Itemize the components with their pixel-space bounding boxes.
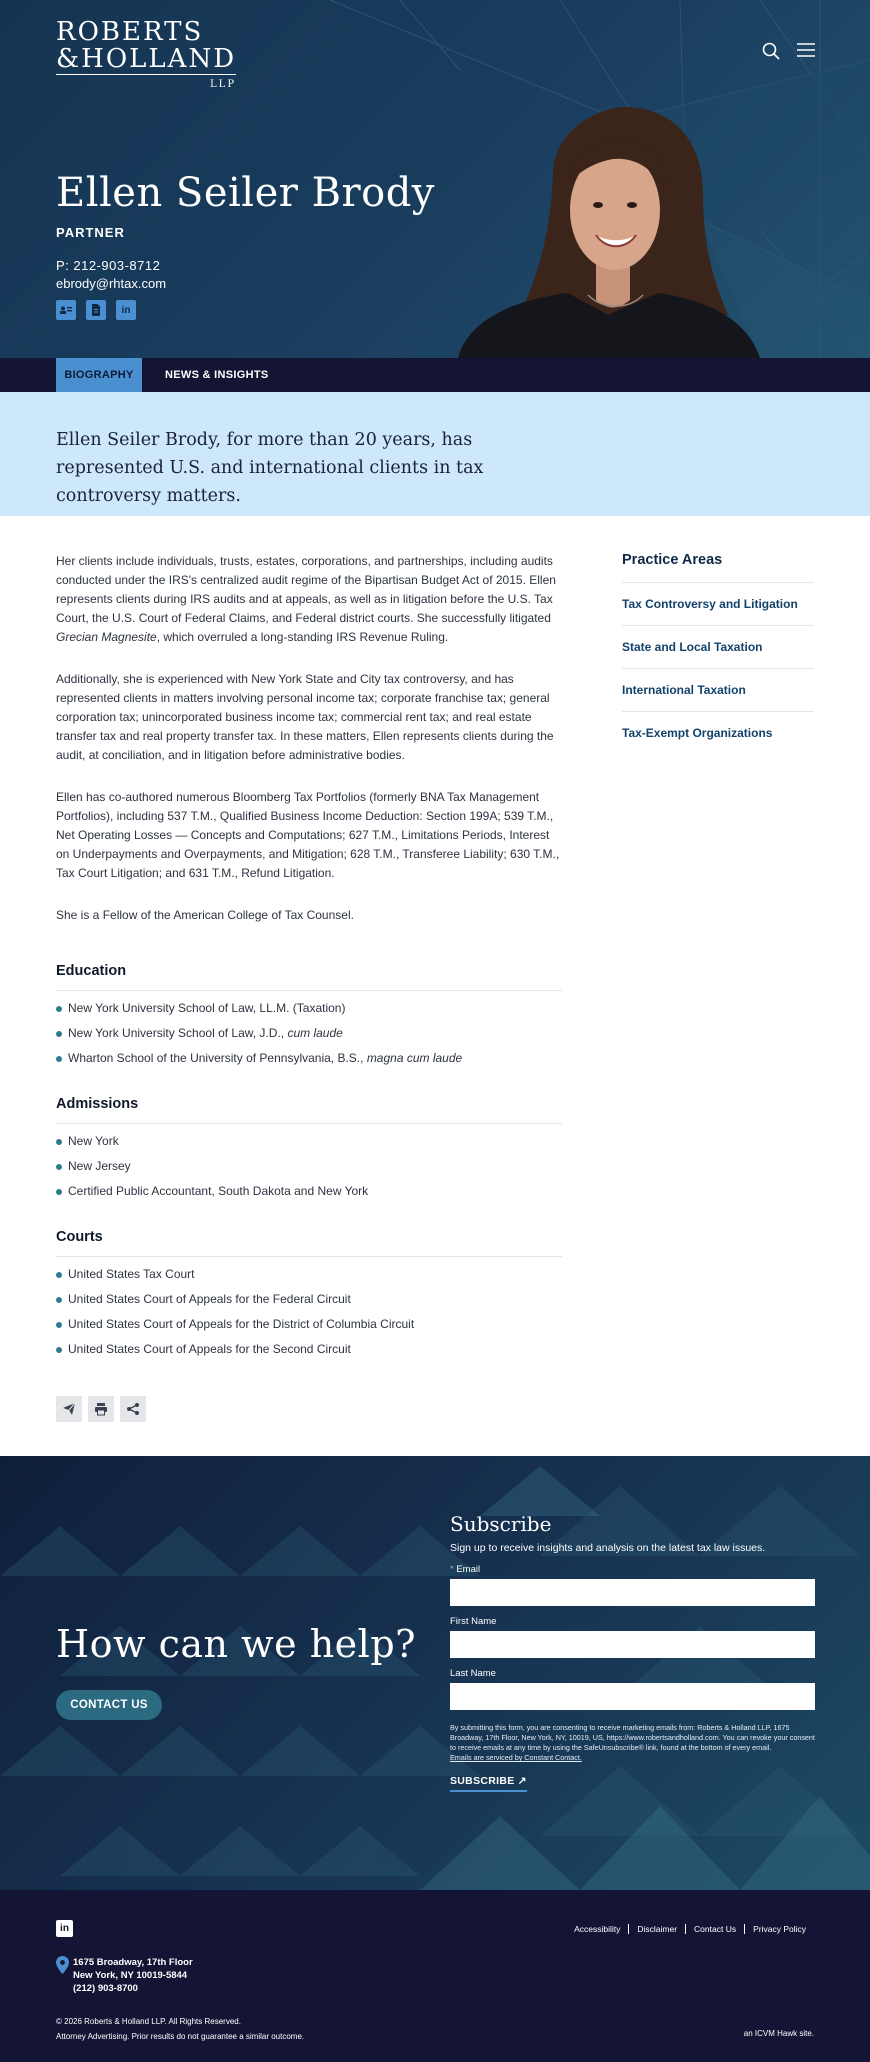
first-name-field[interactable] (450, 1631, 815, 1658)
bio-paragraph (56, 552, 566, 647)
tab-biography[interactable]: BIOGRAPHY (56, 358, 142, 392)
list-item: New Jersey (56, 1159, 562, 1174)
send-icon[interactable] (56, 1396, 82, 1422)
contact-section (0, 1456, 870, 1890)
education-honor: cum laude (287, 1026, 343, 1040)
subscribe-description: Sign up to receive insights and analysis on the latest tax law issues. (450, 1542, 766, 1554)
pdf-document-icon[interactable] (86, 300, 106, 320)
bio-paragraph-2: Additionally, she is experienced with New York State and City tax controversy, and has represented clients in matters involving personal income tax; corporate franchise tax; general corporation tax; unincorporated business income tax; commercial rent tax; and real estate transfer tax and real property transfer tax. In these matters, Ellen represents clients during the audit, at conciliation, and in litigation before administrative bodies. (56, 672, 554, 762)
practice-area-link[interactable]: Tax Controversy and Litigation (622, 583, 814, 626)
logo-line-roberts: ROBERTS (56, 17, 204, 47)
attorney-title: PARTNER (56, 225, 125, 240)
practice-area-link[interactable]: International Taxation (622, 669, 814, 712)
map-pin-icon (56, 1956, 69, 1978)
print-icon[interactable] (88, 1396, 114, 1422)
attorney-photo (458, 105, 760, 358)
footer-address (56, 1956, 193, 1995)
profile-tabs (0, 358, 870, 392)
email-label: * Email (450, 1564, 481, 1575)
bio-paragraph-4: She is a Fellow of the American College of Tax Counsel. (56, 908, 354, 922)
list-item (56, 1026, 562, 1041)
footer-copyright (56, 2014, 304, 2044)
practice-area-link[interactable]: Tax-Exempt Organizations (622, 726, 773, 740)
footer-link-disclaimer[interactable]: Disclaimer (628, 1924, 685, 1934)
logo-line-llp: LLP (210, 79, 237, 90)
admissions-heading: Admissions (56, 1096, 562, 1124)
list-item: United States Court of Appeals for the Second Circuit (56, 1342, 562, 1357)
address-line-2: New York, NY 10019-5844 (73, 1970, 188, 1981)
search-icon[interactable] (762, 42, 780, 60)
intro-text: Ellen Seiler Brody, for more than 20 years, has represented U.S. and international clients in tax controversy matters. (56, 430, 484, 506)
first-name-label: First Name (450, 1616, 497, 1627)
list-item (56, 1001, 562, 1016)
last-name-label: Last Name (450, 1668, 496, 1679)
hamburger-menu-icon[interactable] (797, 42, 815, 58)
education-section (56, 963, 562, 1076)
copyright-text: © 2026 Roberts & Holland LLP. All Rights Reserved. (56, 2017, 241, 2026)
footer-links (566, 1924, 814, 1934)
tab-news-insights[interactable]: NEWS & INSIGHTS (165, 369, 269, 381)
legal-text: By submitting this form, you are consenting to receive marketing emails from: Roberts & Holland LLP, 1675 Broadway, 17th Floor, New York, NY, 10019, US, https://www.robertsandholland.com. You can revoke your consent to receive emails at any time by using the SafeUnsubscribe® link, found at the bottom of every email. (450, 1723, 815, 1752)
list-item: United States Court of Appeals for the Federal Circuit (56, 1292, 562, 1307)
contact-us-button[interactable]: CONTACT US (56, 1690, 162, 1720)
firm-logo[interactable] (56, 18, 236, 90)
education-item-text: Wharton School of the University of Pennsylvania, B.S., (68, 1051, 367, 1065)
site-credit[interactable]: an ICVM Hawk site. (743, 2029, 814, 2038)
education-heading: Education (56, 963, 562, 991)
subscribe-heading: Subscribe (450, 1512, 552, 1536)
attorney-advertising: Attorney Advertising. Prior results do not guarantee a similar outcome. (56, 2032, 305, 2041)
education-item-text: New York University School of Law, J.D., (68, 1026, 288, 1040)
profile-actions (56, 300, 136, 320)
footer-link-accessibility[interactable]: Accessibility (574, 1924, 621, 1934)
linkedin-icon[interactable]: in (56, 1920, 73, 1937)
attorney-name: Ellen Seiler Brody (56, 170, 435, 216)
constant-contact-link[interactable]: Emails are serviced by Constant Contact. (450, 1753, 582, 1762)
bio-paragraph-1: Her clients include individuals, trusts, estates, corporations, and partnerships, including audits conducted under the IRS's centralized audit regime of the Bipartisan Budget Act of 2015. Ellen represents clients during IRS audits and at appeals, as well as in litigation before the U.S. Tax Court, the U.S. Court of Federal Claims, and Federal district courts. She successfully litigated (56, 554, 556, 625)
vcard-icon[interactable] (56, 300, 76, 320)
intro-banner (0, 392, 870, 516)
list-item: United States Court of Appeals for the District of Columbia Circuit (56, 1317, 562, 1332)
practice-area-link[interactable]: State and Local Taxation (622, 626, 814, 669)
bio-case-name: Grecian Magnesite (56, 630, 157, 644)
subscribe-button[interactable] (450, 1775, 527, 1792)
practice-areas-sidebar (622, 552, 814, 754)
courts-heading: Courts (56, 1229, 562, 1257)
attorney-phone[interactable]: P: 212-903-8712 (56, 258, 161, 273)
education-honor: magna cum laude (366, 1051, 463, 1065)
courts-section (56, 1229, 562, 1367)
list-item: United States Tax Court (56, 1267, 562, 1282)
list-item: New York (56, 1134, 562, 1149)
logo-line-holland: &HOLLAND (56, 44, 237, 74)
hero-section (0, 0, 870, 358)
subscribe-form (450, 1512, 815, 1792)
education-item-text: New York University School of Law, LL.M. (Taxation) (68, 1001, 346, 1015)
subscribe-legal (450, 1723, 815, 1763)
subscribe-button-label: SUBSCRIBE (450, 1775, 515, 1787)
bio-paragraph-1-end: , which overruled a long-standing IRS Revenue Ruling. (156, 630, 449, 644)
help-heading: How can we help? (56, 1622, 417, 1666)
bio-paragraph-3: Ellen has co-authored numerous Bloomberg Tax Portfolios (formerly BNA Tax Management Portfolios), including 537 T.M., Qualified Business Income Deduction: Section 199A; 539 T.M., Net Operating Losses — Concepts and Computations; 627 T.M., Limitations Periods, Interest on Underpayments and Overpayments, and Mitigation; 628 T.M., Transferee Liability; 630 T.M., Tax Court Litigation; and 631 T.M., Refund Litigation. (56, 790, 560, 880)
address-line-1: 1675 Broadway, 17th Floor (73, 1957, 193, 1968)
arrow-up-right-icon: ↗ (517, 1775, 527, 1787)
footer-link-contact[interactable]: Contact Us (685, 1924, 744, 1934)
footer-link-privacy[interactable]: Privacy Policy (744, 1924, 814, 1934)
linkedin-icon[interactable]: in (116, 300, 136, 320)
practice-areas-heading: Practice Areas (622, 552, 814, 583)
address-phone[interactable]: (212) 903-8700 (73, 1983, 138, 1994)
email-label-text: Email (456, 1564, 481, 1575)
last-name-field[interactable] (450, 1683, 815, 1710)
list-item: Certified Public Accountant, South Dakota and New York (56, 1184, 562, 1199)
share-tools (56, 1396, 146, 1422)
biography-text (56, 552, 566, 948)
share-icon[interactable] (120, 1396, 146, 1422)
email-field[interactable] (450, 1579, 815, 1606)
list-item (56, 1051, 562, 1066)
attorney-email[interactable]: ebrody@rhtax.com (56, 276, 167, 291)
admissions-section (56, 1096, 562, 1209)
site-footer (0, 1890, 870, 2062)
